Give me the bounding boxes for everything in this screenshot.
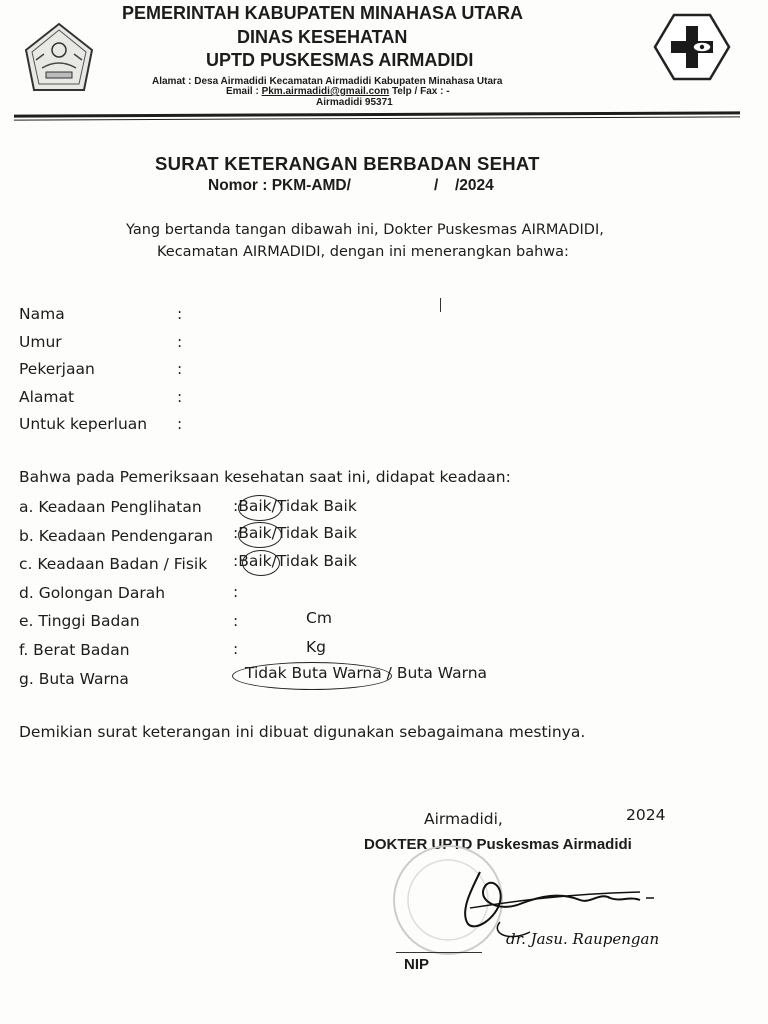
phone-text: Telp / Fax : - bbox=[391, 86, 450, 97]
signature-scribble bbox=[440, 862, 730, 952]
stray-mark bbox=[440, 298, 441, 312]
selection-circle bbox=[232, 662, 392, 690]
nip-label: NIP bbox=[404, 956, 430, 973]
exam-intro: Bahwa pada Pemeriksaan kesehatan saat ini, didapat keadaan: bbox=[19, 468, 511, 486]
intro-line-1: Yang bertanda tangan dibawah ini, Dokter Puskesmas AIRMADIDI, bbox=[126, 222, 604, 238]
document-number-label: Nomor : PKM-AMD/ bbox=[208, 177, 351, 194]
regency-emblem-logo bbox=[22, 20, 96, 98]
signature-year: 2024 bbox=[626, 806, 666, 824]
intro-line-2: Kecamatan AIRMADIDI, dengan ini menerangkan bahwa: bbox=[157, 244, 569, 260]
header-government: PEMERINTAH KABUPATEN MINAHASA UTARA bbox=[122, 3, 523, 23]
email-label: Email : bbox=[226, 86, 259, 97]
nip-underline bbox=[396, 952, 482, 953]
closing-statement: Demikian surat keterangan ini dibuat digunakan sebagaimana mestinya. bbox=[19, 723, 586, 741]
field-label-pekerjaan: Pekerjaan bbox=[19, 360, 95, 378]
field-label-nama: Nama bbox=[19, 305, 65, 323]
unit-kg: Kg bbox=[306, 638, 327, 656]
email-link[interactable]: Pkm.airmadidi@gmail.com bbox=[261, 86, 390, 97]
exam-value-penglihatan: :Baik/Tidak Baik bbox=[233, 497, 357, 515]
header-address: Alamat : Desa Airmadidi Kecamatan Airmadidi Kabupaten Minahasa Utara bbox=[152, 76, 503, 87]
document-number-year: /2024 bbox=[455, 177, 494, 194]
field-label-keperluan: Untuk keperluan bbox=[19, 415, 148, 433]
unit-cm: Cm bbox=[306, 609, 332, 627]
exam-value-berat: : bbox=[233, 640, 239, 658]
exam-value-pendengaran: :Baik/Tidak Baik bbox=[233, 524, 357, 542]
document-title: SURAT KETERANGAN BERBADAN SEHAT bbox=[155, 153, 540, 174]
signature-place: Airmadidi, bbox=[424, 810, 503, 828]
exam-label-buta-warna: g. Buta Warna bbox=[19, 670, 129, 688]
header-contact bbox=[226, 86, 450, 97]
exam-value-golongan-darah: : bbox=[233, 583, 239, 601]
selection-circle bbox=[242, 550, 280, 576]
selection-circle bbox=[238, 522, 282, 548]
field-colon: : bbox=[177, 305, 183, 323]
document-number-separator: / bbox=[434, 177, 439, 194]
field-colon: : bbox=[177, 388, 183, 406]
exam-label-fisik: c. Keadaan Badan / Fisik bbox=[19, 555, 208, 573]
exam-label-penglihatan: a. Keadaan Penglihatan bbox=[19, 498, 202, 516]
exam-value-tinggi: : bbox=[233, 612, 239, 630]
exam-label-berat: f. Berat Badan bbox=[19, 641, 130, 659]
header-department: DINAS KESEHATAN bbox=[237, 27, 408, 47]
header-institution: UPTD PUSKESMAS AIRMADIDI bbox=[206, 50, 474, 70]
signature-title: DOKTER UPTD Puskesmas Airmadidi bbox=[364, 836, 632, 853]
field-colon: : bbox=[177, 360, 183, 378]
health-cross-logo bbox=[652, 12, 732, 82]
exam-value-fisik: :Baik/Tidak Baik bbox=[233, 552, 357, 570]
header-postal: Airmadidi 95371 bbox=[316, 97, 393, 108]
signature-name: dr. Jasu. Raupengan bbox=[506, 930, 660, 948]
selection-circle bbox=[238, 495, 282, 521]
field-label-umur: Umur bbox=[19, 333, 62, 351]
exam-label-tinggi: e. Tinggi Badan bbox=[19, 612, 140, 630]
field-colon: : bbox=[177, 415, 183, 433]
exam-value-buta-warna: Tidak Buta Warna / Buta Warna bbox=[245, 664, 488, 682]
field-label-alamat: Alamat bbox=[19, 388, 75, 406]
field-colon: : bbox=[177, 333, 183, 351]
exam-label-pendengaran: b. Keadaan Pendengaran bbox=[19, 527, 214, 545]
exam-label-golongan-darah: d. Golongan Darah bbox=[19, 584, 166, 602]
